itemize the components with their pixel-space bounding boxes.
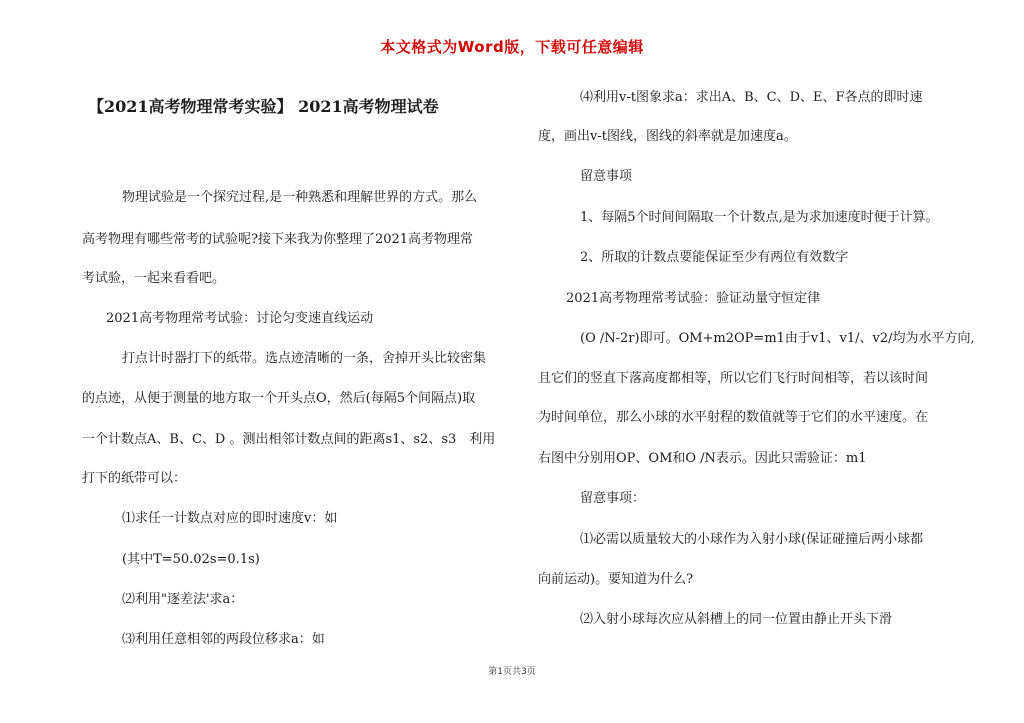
paragraph-line: 打点计时器打下的纸带。选点迹清晰的一条，舍掉开头比较密集 — [122, 351, 487, 366]
paragraph-line: 右图中分别用OP、OM和O /N表示。因此只需验证：m1 — [538, 451, 867, 466]
paragraph-line: 一个计数点A、B、C、D 。测出相邻计数点间的距离s1、s2、s3 利用 — [82, 432, 496, 447]
paragraph-line: 为时间单位，那么小球的水平射程的数值就等于它们的水平速度。在 — [538, 410, 929, 425]
list-item: 2、所取的计数点要能保证至少有两位有效数字 — [580, 250, 849, 265]
list-item: ⑶利用任意相邻的两段位移求a：如 — [122, 632, 325, 647]
section-heading: 留意事项 — [580, 169, 633, 184]
list-item: ⑴求任一计数点对应的即时速度v：如 — [122, 511, 338, 526]
word-format-banner: 本文格式为Word版，下载可任意编辑 — [380, 38, 644, 56]
list-item: ⑴必需以质量较大的小球作为入射小球(保证碰撞后两小球都 — [580, 532, 924, 547]
section-heading: 2021高考物理常考试验：验证动量守恒定律 — [566, 291, 821, 306]
paragraph-line: 考试验，一起来看看吧。 — [82, 271, 226, 286]
document-title: 【2021高考物理常考实验】 2021高考物理试卷 — [88, 97, 439, 116]
paragraph-line: (O /N-2r)即可。OM+m2OP=m1由于v1、v1/、v2/均为水平方向, — [580, 331, 975, 346]
paragraph-line: 度，画出v-t图线，图线的斜率就是加速度a。 — [538, 129, 797, 144]
paragraph-line: (其中T=50.02s=0.1s) — [122, 552, 260, 567]
paragraph-line: 的点迹，从便于测量的地方取一个开头点O，然后(每隔5个间隔点)取 — [82, 391, 476, 406]
paragraph-line: 打下的纸带可以： — [82, 471, 187, 486]
paragraph-line: 且它们的竖直下落高度都相等，所以它们飞行时间相等，若以该时间 — [538, 371, 929, 386]
list-item: 1、每隔5个时间间隔取一个计数点,是为求加速度时便于计算。 — [580, 210, 939, 225]
paragraph-line: 向前运动)。要知道为什么? — [538, 572, 694, 587]
page-number: 第1页共3页 — [488, 667, 536, 677]
list-item: ⑷利用v-t图象求a：求出A、B、C、D、E、F各点的即时速 — [580, 90, 923, 105]
paragraph-line: 物理试验是一个探究过程,是一种熟悉和理解世界的方式。那么 — [122, 190, 478, 205]
section-heading: 2021高考物理常考试验：讨论匀变速直线运动 — [106, 311, 374, 326]
paragraph-line: 高考物理有哪些常考的试验呢?接下来我为你整理了2021高考物理常 — [82, 232, 474, 247]
list-item: ⑵利用"逐差法'求a： — [122, 592, 244, 607]
list-item: ⑵入射小球每次应从斜槽上的同一位置由静止开头下滑 — [580, 612, 893, 627]
section-heading: 留意事项： — [580, 491, 646, 506]
